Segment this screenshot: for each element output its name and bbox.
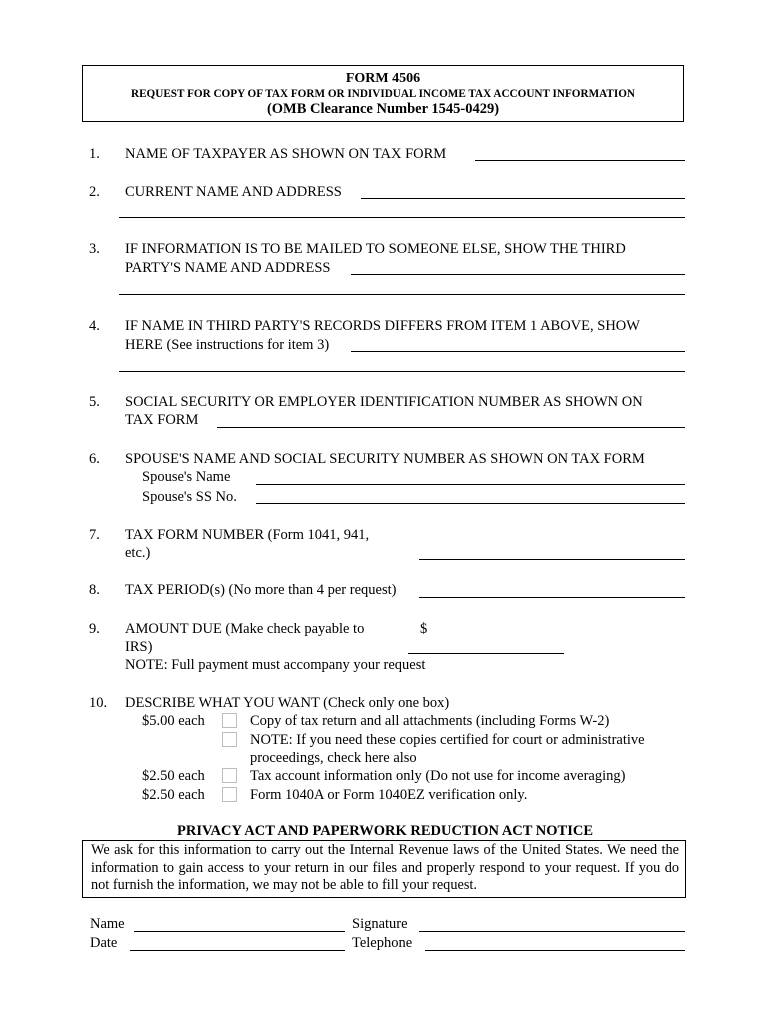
item-7-number: 7. [89,527,100,543]
item-9-note: NOTE: Full payment must accompany your request [125,657,426,673]
spouse-ss-label: Spouse's SS No. [142,489,237,505]
item-6-label: SPOUSE'S NAME AND SOCIAL SECURITY NUMBER AS SHOWN ON TAX FORM [125,451,645,467]
item-5-label-line1: SOCIAL SECURITY OR EMPLOYER IDENTIFICATION NUMBER AS SHOWN ON [125,394,643,410]
item-3-number: 3. [89,241,100,257]
item-8-label: TAX PERIOD(s) (No more than 4 per request) [125,582,397,598]
third-party-name-address-field[interactable] [351,274,685,275]
form-header [82,65,684,122]
item-3-label-line1: IF INFORMATION IS TO BE MAILED TO SOMEONE ELSE, SHOW THE THIRD [125,241,626,257]
item-9-label-line1: AMOUNT DUE (Make check payable to [125,621,365,637]
item-10-label: DESCRIBE WHAT YOU WANT (Check only one box) [125,695,450,711]
option-label-certified-line2: proceedings, check here also [250,750,417,766]
signature-field[interactable] [419,931,685,932]
privacy-title: PRIVACY ACT AND PAPERWORK REDUCTION ACT NOTICE [176,823,594,839]
certified-copy-checkbox[interactable] [222,732,237,747]
date-label: Date [90,935,118,951]
item-10-number: 10. [89,695,108,711]
item-8-number: 8. [89,582,100,598]
item-3-label-line2: PARTY'S NAME AND ADDRESS [125,260,331,276]
spouse-name-label: Spouse's Name [142,469,231,485]
signature-label: Signature [352,916,408,932]
dollar-sign: $ [420,621,428,637]
item-6-number: 6. [89,451,100,467]
copy-of-return-checkbox[interactable] [222,713,237,728]
form-title: FORM 4506 [345,71,421,86]
name-label: Name [90,916,125,932]
option-label-account: Tax account information only (Do not use for income averaging) [250,768,626,784]
ssn-ein-field[interactable] [217,427,685,428]
option-label-certified: NOTE: If you need these copies certified for court or administrative [250,732,645,748]
verification-checkbox[interactable] [222,787,237,802]
option-label-verification: Form 1040A or Form 1040EZ verification only. [250,787,528,803]
tax-form-number-field[interactable] [419,559,685,560]
item-7-label-line2: etc.) [125,545,151,561]
item-7-label-line1: TAX FORM NUMBER (Form 1041, 941, [125,527,370,543]
form-subtitle: REQUEST FOR COPY OF TAX FORM OR INDIVIDUAL INCOME TAX ACCOUNT INFORMATION [131,88,635,100]
name-field[interactable] [134,931,345,932]
item-5-label-line2: TAX FORM [125,412,199,428]
privacy-notice [82,840,686,898]
item-4-label-line2: HERE (See instructions for item 3) [125,337,330,353]
account-info-checkbox[interactable] [222,768,237,783]
telephone-label: Telephone [352,935,413,951]
option-price-verification: $2.50 each [142,787,205,803]
taxpayer-name-field[interactable] [475,160,685,161]
privacy-body: We ask for this information to carry out the Internal Revenue laws of the United States. We need the information to gain access to your return in our files and properly respond to your request. If you do not furnish the information, we may not be able to fill your request. [91,842,679,893]
option-price-copy: $5.00 each [142,713,205,729]
amount-due-field[interactable] [408,653,564,654]
telephone-field[interactable] [425,950,685,951]
option-label-copy: Copy of tax return and all attachments (including Forms W-2) [250,713,610,729]
date-field[interactable] [130,950,345,951]
item-2-number: 2. [89,184,100,200]
option-price-account: $2.50 each [142,768,205,784]
third-party-address-field-line2[interactable] [119,294,685,295]
item-9-number: 9. [89,621,100,637]
item-1-number: 1. [89,146,100,162]
third-party-records-name-field-line2[interactable] [119,371,685,372]
item-4-label-line1: IF NAME IN THIRD PARTY'S RECORDS DIFFERS FROM ITEM 1 ABOVE, SHOW [125,318,640,334]
current-name-address-field[interactable] [361,198,685,199]
tax-period-field[interactable] [419,597,685,598]
item-9-label-line2: IRS) [125,639,153,655]
third-party-records-name-field[interactable] [351,351,685,352]
item-1-label: NAME OF TAXPAYER AS SHOWN ON TAX FORM [125,146,447,162]
omb-number: (OMB Clearance Number 1545-0429) [266,101,500,117]
item-4-number: 4. [89,318,100,334]
item-5-number: 5. [89,394,100,410]
current-address-field-line2[interactable] [119,217,685,218]
spouse-ss-field[interactable] [256,503,685,504]
item-2-label: CURRENT NAME AND ADDRESS [125,184,342,200]
spouse-name-field[interactable] [256,484,685,485]
